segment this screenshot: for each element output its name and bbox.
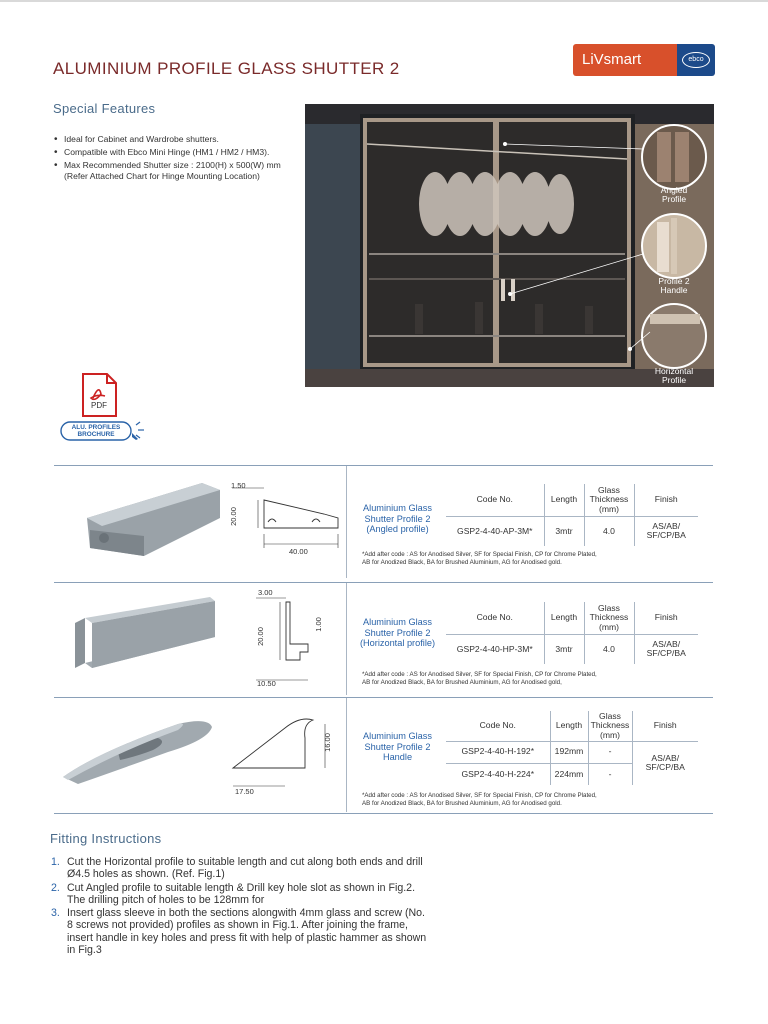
cell-finish bbox=[634, 516, 698, 546]
angled-profile-image bbox=[82, 478, 222, 568]
step-text: Insert glass sleeve in both the sections alongwith 4mm glass and screw (No. 8 screws not provided) profiles as shown in Fig.1. After joining the frame, insert handle in key holes and press fit with help of plastic hammer as shown in Fig.3 bbox=[67, 907, 427, 957]
spec-table bbox=[446, 484, 698, 546]
callout-label-line: Profile bbox=[661, 194, 687, 204]
finish-line: SF/CP/BA bbox=[645, 762, 685, 773]
step-number: 3. bbox=[51, 907, 60, 920]
header-line: (mm) bbox=[599, 729, 621, 740]
fitting-instructions-heading: Fitting Instructions bbox=[50, 831, 162, 846]
header-finish: Finish bbox=[634, 484, 698, 516]
page-title: ALUMINIUM PROFILE GLASS SHUTTER 2 bbox=[53, 59, 400, 78]
note-line: *Add after code : AS for Anodised Silver, SF for Special Finish, CP for Chrome Plated, bbox=[362, 551, 597, 558]
feature-item: • Ideal for Cabinet and Wardrobe shutters. bbox=[54, 134, 284, 145]
horizontal-profile-image bbox=[70, 593, 220, 673]
header-line: Glass bbox=[598, 484, 620, 495]
header-line: (mm) bbox=[598, 503, 620, 514]
dimension-label: 17.50 bbox=[235, 787, 254, 796]
header-length: Length bbox=[544, 602, 584, 634]
cell-thickness: - bbox=[588, 763, 632, 785]
product-name bbox=[350, 731, 445, 763]
product-name-line: (Horizontal profile) bbox=[359, 638, 436, 648]
ebco-logo bbox=[677, 44, 715, 76]
header-line: Thickness bbox=[589, 494, 629, 504]
callout-horizontal-profile bbox=[643, 367, 705, 385]
note-line: AB for Anodized Black, BA for Brushed Aluminium, AG for Anodised gold. bbox=[362, 800, 562, 807]
finish-line: AS/AB/ bbox=[651, 752, 680, 763]
brochure-label-line: BROCHURE bbox=[77, 431, 115, 438]
product-name-line: (Angled profile) bbox=[366, 524, 429, 534]
handle-image bbox=[58, 712, 218, 787]
special-features-heading: Special Features bbox=[53, 101, 156, 116]
header-finish: Finish bbox=[632, 711, 698, 741]
header-line: Thickness bbox=[589, 612, 629, 622]
section-divider bbox=[54, 697, 713, 698]
callout-label-line: Horizontal bbox=[654, 366, 694, 376]
spec-table bbox=[446, 711, 698, 785]
cell-finish bbox=[634, 634, 698, 664]
handle-drawing bbox=[225, 708, 340, 798]
callout-profile-handle bbox=[645, 277, 703, 295]
cell-length: 3mtr bbox=[544, 634, 584, 664]
ebco-logo-text: ebco bbox=[682, 52, 710, 68]
finish-line: SF/CP/BA bbox=[646, 648, 686, 659]
cell-thickness: 4.0 bbox=[584, 516, 634, 546]
header-code: Code No. bbox=[446, 711, 550, 741]
cabinet-illustration bbox=[305, 104, 714, 387]
finish-line: AS/AB/ bbox=[652, 638, 681, 649]
cell-code: GSP2-4-40-AP-3M* bbox=[446, 516, 544, 546]
feature-item: • Max Recommended Shutter size : 2100(H) x 500(W) mm (Refer Attached Chart for Hinge Mounting Location) bbox=[54, 160, 284, 182]
step-text: Cut Angled profile to suitable length & Drill key hole slot as shown in Fig.2. The drilling pitch of holes to be 128mm for bbox=[67, 881, 416, 906]
livsmart-logo-text: LiVsmart bbox=[573, 44, 677, 76]
product-name-line: Handle bbox=[382, 752, 413, 762]
brochure-label-line: ALU. PROFILES bbox=[71, 424, 121, 431]
step-number: 1. bbox=[51, 856, 60, 868]
header-glass-thickness bbox=[584, 602, 634, 634]
finish-note bbox=[362, 792, 597, 808]
cell-length: 192mm bbox=[550, 741, 588, 763]
note-line: AB for Anodized Black, BA for Brushed Aluminium, AG for Anodised gold, bbox=[362, 679, 562, 686]
finish-line: AS/AB/ bbox=[652, 520, 681, 531]
header-length: Length bbox=[550, 711, 588, 741]
fitting-step bbox=[51, 882, 431, 907]
finish-note bbox=[362, 671, 597, 687]
finish-line: SF/CP/BA bbox=[646, 530, 686, 541]
dimension-label: 20.00 bbox=[255, 627, 265, 646]
dimension-label: 16.00 bbox=[322, 733, 332, 752]
header-line: Thickness bbox=[590, 720, 630, 730]
section-divider bbox=[54, 813, 713, 814]
header-line: Glass bbox=[598, 602, 620, 613]
header-glass-thickness bbox=[584, 484, 634, 516]
product-name-line: Shutter Profile 2 bbox=[364, 627, 431, 638]
product-name-line: Aluminium Glass bbox=[363, 617, 432, 627]
cell-code: GSP2-4-40-H-224* bbox=[446, 763, 550, 785]
cell-thickness: - bbox=[588, 741, 632, 763]
column-divider bbox=[346, 583, 347, 695]
header-length: Length bbox=[544, 484, 584, 516]
cell-length: 224mm bbox=[550, 763, 588, 785]
column-divider bbox=[346, 466, 347, 578]
cell-length: 3mtr bbox=[544, 516, 584, 546]
dimension-label: 3.00 bbox=[258, 588, 273, 597]
step-text: Cut the Horizontal profile to suitable length and cut along both ends and drill Ø4.5 holes as shown. (Ref. Fig.1) bbox=[67, 856, 423, 881]
feature-item: • Compatible with Ebco Mini Hinge (HM1 / HM2 / HM3). bbox=[54, 147, 284, 158]
product-name-line: Shutter Profile 2 bbox=[364, 513, 431, 524]
fitting-steps-list bbox=[51, 856, 431, 957]
product-name-line: Aluminium Glass bbox=[363, 731, 432, 741]
step-number: 2. bbox=[51, 881, 60, 894]
note-line: *Add after code : AS for Anodised Silver, SF for Special Finish, CP for Chrome Plated, bbox=[362, 671, 597, 678]
brochure-button-label bbox=[64, 424, 128, 438]
fitting-step bbox=[51, 907, 431, 956]
product-name bbox=[350, 503, 445, 535]
dimension-label: 10.50 bbox=[257, 679, 276, 688]
header-line: (mm) bbox=[598, 621, 620, 632]
callout-label-line: Angled bbox=[660, 185, 688, 195]
product-name-line: Shutter Profile 2 bbox=[364, 741, 431, 752]
pdf-icon[interactable] bbox=[79, 372, 119, 418]
features-list bbox=[54, 134, 284, 184]
product-name bbox=[350, 617, 445, 649]
finish-note bbox=[362, 551, 597, 567]
pdf-icon-label: PDF bbox=[91, 401, 107, 410]
header-code: Code No. bbox=[446, 484, 544, 516]
header-code: Code No. bbox=[446, 602, 544, 634]
section-divider bbox=[54, 582, 713, 583]
product-name-line: Aluminium Glass bbox=[363, 503, 432, 513]
note-line: AB for Anodized Black, BA for Brushed Aluminium, AG for Anodised gold. bbox=[362, 559, 562, 566]
dimension-label: 1.00 bbox=[313, 617, 323, 632]
callout-angled-profile bbox=[645, 186, 703, 204]
callout-label-line: Profile bbox=[661, 375, 687, 385]
spec-table bbox=[446, 602, 698, 664]
brand-logo bbox=[573, 44, 715, 76]
dimension-label: 40.00 bbox=[289, 547, 308, 556]
dimension-label: 20.00 bbox=[228, 507, 238, 526]
cell-code: GSP2-4-40-H-192* bbox=[446, 741, 550, 763]
dimension-label: 1.50 bbox=[231, 481, 246, 490]
fitting-step bbox=[51, 856, 431, 881]
cell-thickness: 4.0 bbox=[584, 634, 634, 664]
section-divider bbox=[54, 465, 713, 466]
header-line: Glass bbox=[599, 710, 621, 721]
header-glass-thickness bbox=[588, 711, 632, 741]
column-divider bbox=[346, 698, 347, 812]
page-top-border bbox=[0, 0, 768, 2]
cell-finish bbox=[632, 741, 698, 785]
callout-label-line: Handle bbox=[660, 285, 688, 295]
cell-code: GSP2-4-40-HP-3M* bbox=[446, 634, 544, 664]
header-finish: Finish bbox=[634, 602, 698, 634]
note-line: *Add after code : AS for Anodised Silver, SF for Special Finish, CP for Chrome Plated, bbox=[362, 792, 597, 799]
callout-label-line: Profile 2 bbox=[658, 276, 690, 286]
cabinet-photo bbox=[305, 104, 714, 387]
alu-profiles-brochure-button[interactable] bbox=[60, 419, 148, 443]
